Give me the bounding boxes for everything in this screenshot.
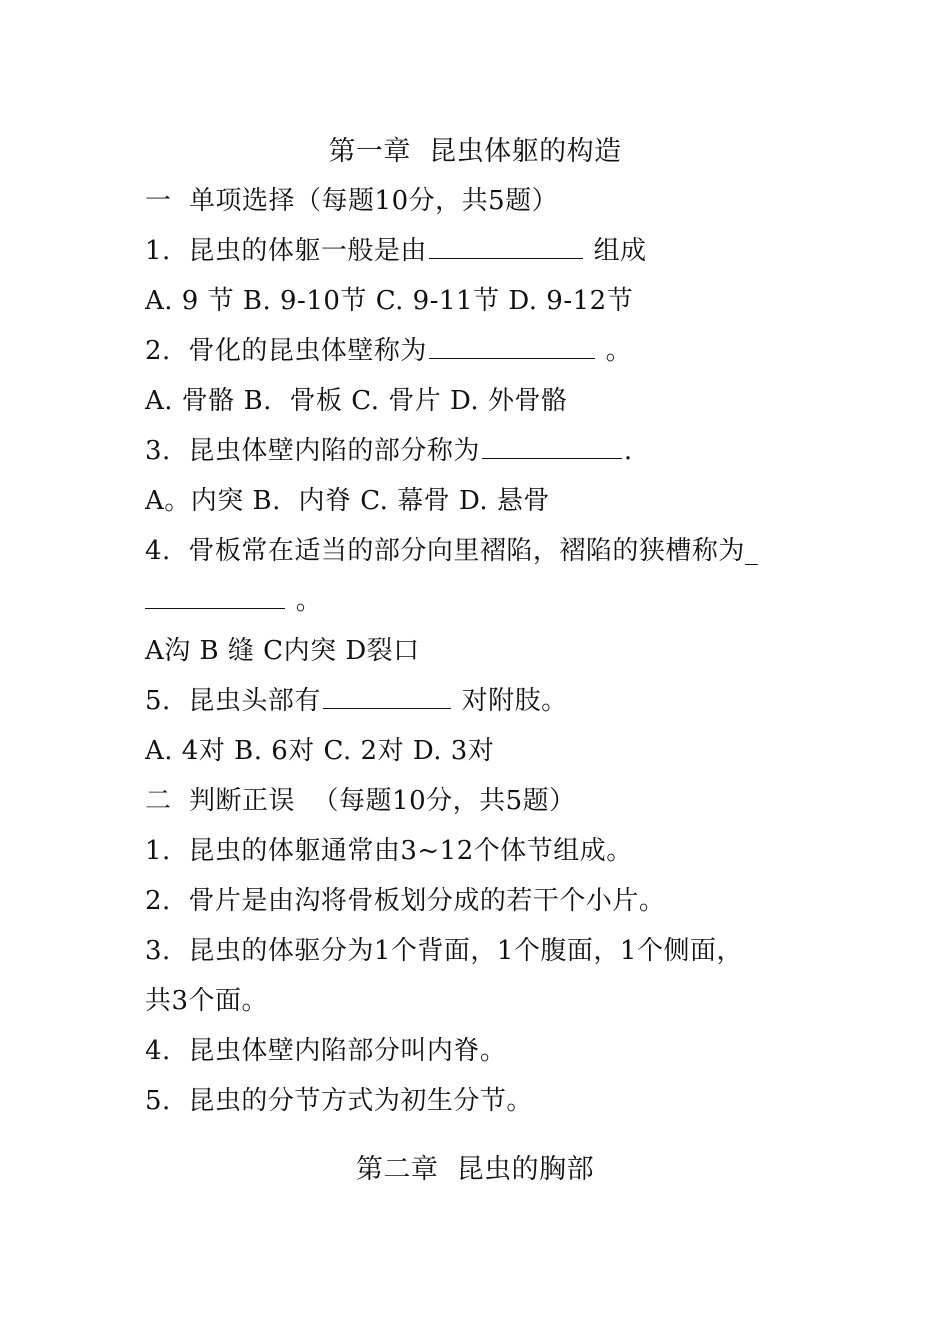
answer-blank-3 bbox=[482, 434, 622, 459]
statement-2: 2. 骨片是由沟将骨板划分成的若干个小片。 bbox=[145, 886, 666, 916]
question-3-suffix: . bbox=[623, 436, 633, 466]
question-4-continuation bbox=[145, 584, 322, 618]
answer-blank-1 bbox=[429, 234, 583, 259]
question-5-options: A. 4对 B. 6对 C. 2对 D. 3对 bbox=[145, 736, 495, 766]
question-1 bbox=[145, 234, 647, 268]
question-2-text: 2. 骨化的昆虫体壁称为 bbox=[145, 336, 427, 366]
chapter-1-title: 第一章 昆虫体躯的构造 bbox=[328, 136, 622, 167]
statement-5: 5. 昆虫的分节方式为初生分节。 bbox=[145, 1086, 533, 1116]
question-5-suffix: 对附肢。 bbox=[452, 686, 568, 716]
section-1-heading: 一 单项选择（每题10分，共5题） bbox=[145, 186, 559, 216]
question-2 bbox=[145, 334, 632, 368]
question-2-options: A. 骨骼 B. 骨板 C. 骨片 D. 外骨骼 bbox=[145, 386, 568, 416]
question-4-options: A沟 B 缝 C内突 D裂口 bbox=[145, 636, 420, 666]
statement-1: 1. 昆虫的体躯通常由3~12个体节组成。 bbox=[145, 836, 633, 866]
question-2-suffix: 。 bbox=[596, 336, 633, 366]
statement-3-continuation: 共3个面。 bbox=[145, 986, 269, 1016]
question-3 bbox=[145, 434, 633, 468]
question-3-text: 3. 昆虫体壁内陷的部分称为 bbox=[145, 436, 480, 466]
question-5 bbox=[145, 684, 568, 718]
section-2-heading: 二 判断正误 （每题10分，共5题） bbox=[145, 786, 576, 816]
question-4-suffix: 。 bbox=[287, 586, 323, 616]
question-3-options: A。内突 B. 内脊 C. 幕骨 D. 悬骨 bbox=[145, 486, 550, 516]
question-5-text: 5. 昆虫头部有 bbox=[145, 686, 321, 716]
question-1-text: 1. 昆虫的体躯一般是由 bbox=[145, 236, 427, 266]
answer-blank-2 bbox=[429, 334, 595, 359]
question-4-text: 4. 骨板常在适当的部分向里褶陷，褶陷的狭槽称为_ bbox=[145, 536, 759, 566]
statement-4: 4. 昆虫体壁内陷部分叫内脊。 bbox=[145, 1036, 507, 1066]
answer-blank-5 bbox=[323, 684, 451, 709]
question-1-suffix: 组成 bbox=[584, 236, 647, 266]
chapter-2-title: 第二章 昆虫的胸部 bbox=[355, 1154, 595, 1185]
question-1-options: A. 9 节 B. 9-10节 C. 9-11节 D. 9-12节 bbox=[145, 286, 634, 316]
answer-blank-4 bbox=[145, 584, 285, 609]
statement-3: 3. 昆虫的体驱分为1个背面，1个腹面，1个侧面， bbox=[145, 936, 743, 966]
